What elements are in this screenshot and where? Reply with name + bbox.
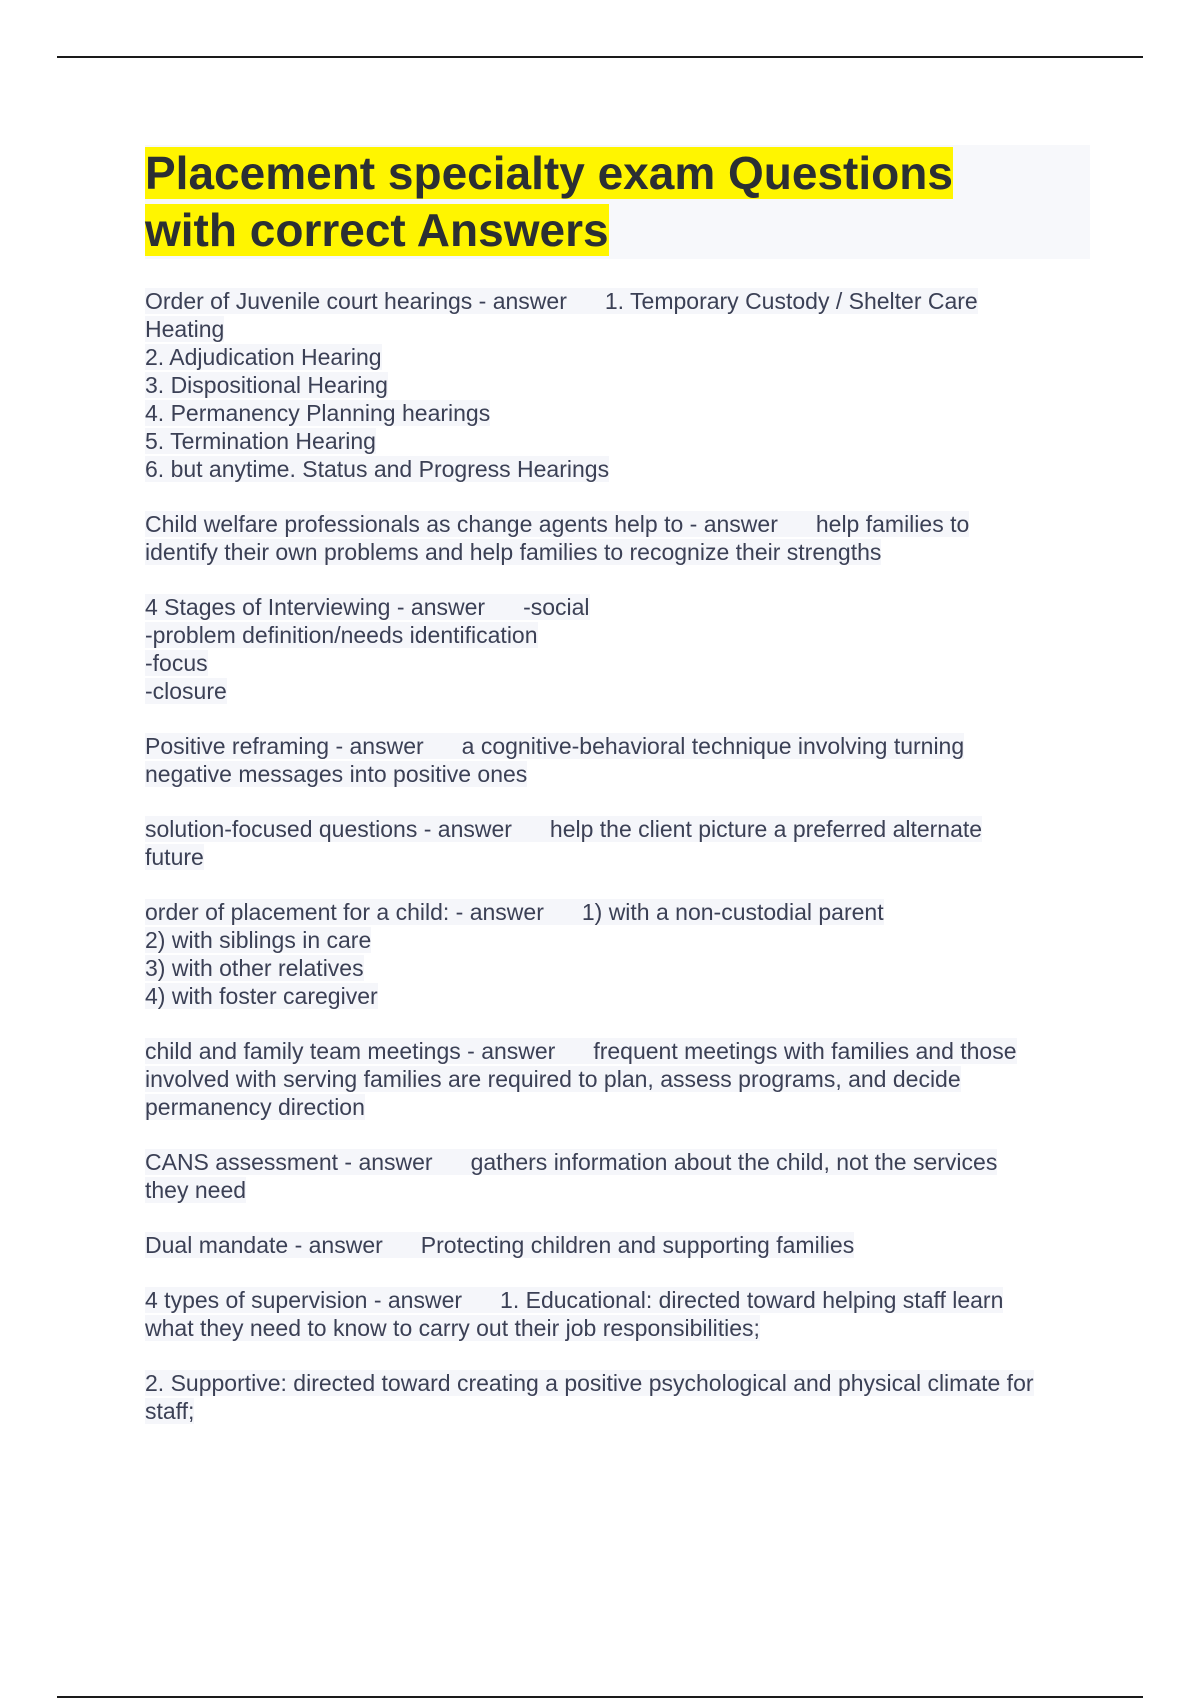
answer-continuation-line <box>145 649 1090 677</box>
answer-continuation-line <box>145 1176 1090 1204</box>
answer-continuation-line <box>145 343 1090 371</box>
answer-continuation-line <box>145 1093 1090 1121</box>
answer-continuation-text: 6. but anytime. Status and Progress Hearings <box>145 456 610 482</box>
answer-continuation-line <box>145 1065 1090 1093</box>
answer-continuation-text: -focus <box>145 650 208 676</box>
answer-continuation-line <box>145 982 1090 1010</box>
answer-continuation-text: 3) with other relatives <box>145 955 364 981</box>
answer-continuation-text: negative messages into positive ones <box>145 761 528 787</box>
answer-text: frequent meetings with families and those <box>593 1038 1017 1064</box>
title-line-1: Placement specialty exam Questions <box>145 147 953 199</box>
qa-entry <box>145 732 1090 788</box>
qa-entry <box>145 1286 1090 1342</box>
qa-entry <box>145 898 1090 1010</box>
answer-continuation-text: 2. Adjudication Hearing <box>145 344 382 370</box>
title-line-2: with correct Answers <box>145 204 609 256</box>
answer-continuation-text: 5. Termination Hearing <box>145 428 376 454</box>
answer-text: Protecting children and supporting families <box>420 1232 855 1258</box>
answer-continuation-line <box>145 954 1090 982</box>
answer-continuation-line <box>145 843 1090 871</box>
answer-continuation-line <box>145 760 1090 788</box>
top-rule <box>57 56 1143 58</box>
answer-text: 1. Temporary Custody / Shelter Care <box>604 288 978 314</box>
qa-entry <box>145 815 1090 871</box>
qa-first-line <box>145 1231 1090 1259</box>
answer-continuation-text: 4. Permanency Planning hearings <box>145 400 491 426</box>
question-text: 4 Stages of Interviewing - answer <box>145 594 486 620</box>
qa-entry <box>145 1231 1090 1259</box>
answer-continuation-text: 2. Supportive: directed toward creating a positive psychological and physical climate for <box>145 1370 1034 1396</box>
qa-first-line-highlight <box>145 899 884 925</box>
qa-first-line-highlight <box>145 288 978 314</box>
question-text: CANS assessment - answer <box>145 1149 433 1175</box>
answer-continuation-text: permanency direction <box>145 1094 365 1120</box>
answer-continuation-text: they need <box>145 1177 247 1203</box>
question-text: Dual mandate - answer <box>145 1232 383 1258</box>
answer-continuation-line <box>145 677 1090 705</box>
qa-entry <box>145 510 1090 566</box>
answer-continuation-line <box>145 1397 1090 1425</box>
answer-text: 1) with a non-custodial parent <box>581 899 884 925</box>
question-text: Order of Juvenile court hearings - answer <box>145 288 567 314</box>
answer-continuation-line <box>145 371 1090 399</box>
answer-continuation-text: -problem definition/needs identification <box>145 622 538 648</box>
qa-first-line <box>145 732 1090 760</box>
document-body <box>145 145 1090 1452</box>
qa-first-line <box>145 1286 1090 1314</box>
answer-continuation-text: 2) with siblings in care <box>145 927 372 953</box>
answer-continuation-line <box>145 621 1090 649</box>
question-text: Positive reframing - answer <box>145 733 424 759</box>
qa-first-line <box>145 898 1090 926</box>
question-text: Child welfare professionals as change agents help to - answer <box>145 511 778 537</box>
answer-text: help the client picture a preferred alternate <box>549 816 983 842</box>
qa-first-line <box>145 593 1090 621</box>
document-title <box>145 145 1090 259</box>
qa-first-line-highlight <box>145 1232 854 1258</box>
qa-entry <box>145 593 1090 705</box>
answer-continuation-text: 3. Dispositional Hearing <box>145 372 388 398</box>
question-text: solution-focused questions - answer <box>145 816 512 842</box>
answer-continuation-text: staff; <box>145 1398 195 1424</box>
qa-first-line <box>145 815 1090 843</box>
question-text: 4 types of supervision - answer <box>145 1287 463 1313</box>
question-text: child and family team meetings - answer <box>145 1038 556 1064</box>
answer-continuation-text: what they need to know to carry out their job responsibilities; <box>145 1315 760 1341</box>
qa-first-line <box>145 287 1090 315</box>
qa-entry <box>145 287 1090 483</box>
qa-first-line <box>145 510 1090 538</box>
qa-first-line-highlight <box>145 1149 997 1175</box>
answer-continuation-line <box>145 399 1090 427</box>
qa-first-line-highlight <box>145 1287 1003 1313</box>
answer-text: 1. Educational: directed toward helping staff learn <box>500 1287 1004 1313</box>
title-block <box>145 145 1090 259</box>
question-text: order of placement for a child: - answer <box>145 899 544 925</box>
answer-continuation-line <box>145 455 1090 483</box>
qa-first-line <box>145 1148 1090 1176</box>
qa-entry <box>145 1148 1090 1204</box>
bottom-rule <box>57 1696 1143 1698</box>
qa-first-line-highlight <box>145 511 969 537</box>
answer-continuation-line <box>145 1314 1090 1342</box>
answer-continuation-text: identify their own problems and help families to recognize their strengths <box>145 539 882 565</box>
qa-entry <box>145 1037 1090 1121</box>
answer-continuation-line <box>145 427 1090 455</box>
qa-first-line-highlight <box>145 816 982 842</box>
qa-first-line-highlight <box>145 733 964 759</box>
answer-continuation-line <box>145 315 1090 343</box>
qa-list <box>145 287 1090 1425</box>
qa-entry <box>145 1369 1090 1425</box>
answer-text: -social <box>523 594 590 620</box>
answer-continuation-text: future <box>145 844 204 870</box>
answer-continuation-line <box>145 926 1090 954</box>
qa-first-line <box>145 1037 1090 1065</box>
answer-continuation-text: 4) with foster caregiver <box>145 983 378 1009</box>
answer-text: a cognitive-behavioral technique involving turning <box>461 733 965 759</box>
answer-continuation-text: Heating <box>145 316 225 342</box>
answer-continuation-text: -closure <box>145 678 227 704</box>
answer-text: gathers information about the child, not the services <box>470 1149 998 1175</box>
qa-first-line-highlight <box>145 1038 1017 1064</box>
answer-continuation-line <box>145 538 1090 566</box>
answer-continuation-line <box>145 1369 1090 1397</box>
answer-continuation-text: involved with serving families are required to plan, assess programs, and decide <box>145 1066 961 1092</box>
qa-first-line-highlight <box>145 594 590 620</box>
answer-text: help families to <box>815 511 970 537</box>
